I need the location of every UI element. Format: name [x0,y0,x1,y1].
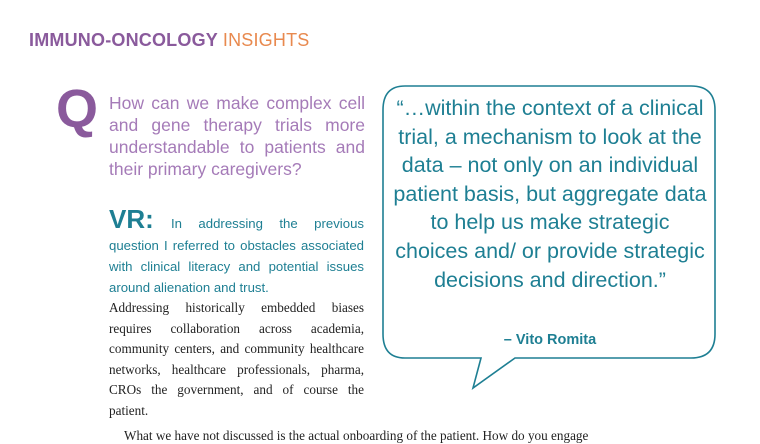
question-letter: Q [56,79,99,139]
header-insights: INSIGHTS [222,30,310,50]
pull-quote-text: “…within the context of a clinical trial, a mechanism to look at the data – not only on an individual patient basis, but aggregate data to help us make strategic choices and/ or provide strategic decisions and direction.” [393,96,707,292]
answer-block [109,204,364,421]
next-paragraph: What we have not discussed is the actual onboarding of the patient. How do you engage [124,428,589,443]
answer-lead: In addressing the previous question I referred to obstacles associated with clinical literacy and potential issues around alienation and trust. [109,216,364,295]
section-header [29,30,309,51]
answer-label: VR: [109,204,154,234]
question-text: How can we make complex cell and gene therapy trials more understandable to patients and their primary caregivers? [109,93,365,179]
pull-quote-attribution: – Vito Romita [503,332,597,348]
header-immuno-oncology: IMMUNO-ONCOLOGY [29,30,218,50]
answer-body: Addressing historically embedded biases requires collaboration across academia, community centers, and community healthcare networks, healthcare professionals, pharma, CROs the government, and of course the patient. [109,300,364,418]
answer-intro [109,204,364,298]
